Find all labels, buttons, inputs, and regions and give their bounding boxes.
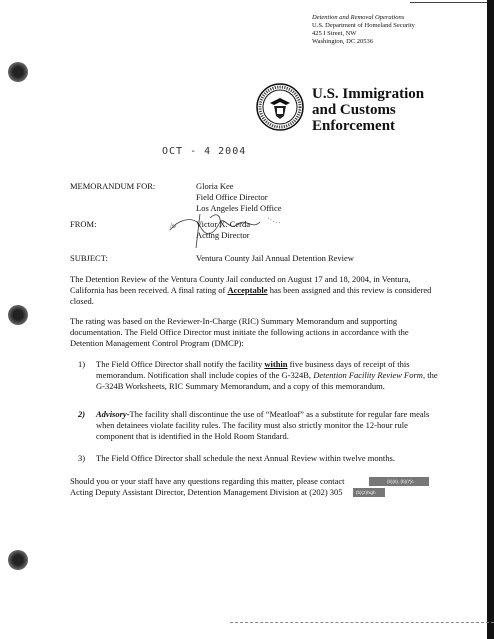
to-title: Field Office Director: [196, 192, 268, 202]
agency-name: [312, 86, 424, 134]
page-edge-top: [410, 2, 494, 3]
item1-text-c: five business days of receipt of this memorandum. Notification shall include copies of the G-324B,: [96, 359, 410, 380]
punch-hole-bottom: [8, 550, 28, 570]
scan-edge-right: [487, 0, 494, 639]
redaction-box-name: (b)(6), (b)(7)c: [369, 477, 429, 486]
item3-text: The Field Office Director shall schedule the next Annual Review within twelve months.: [96, 453, 395, 463]
to-label: MEMORANDUM FOR:: [70, 181, 156, 191]
agency-line-3: Enforcement: [312, 118, 396, 134]
item1-number: 1): [78, 359, 86, 369]
from-title: Acting Director: [196, 230, 250, 240]
office-line: Detention and Removal Operations: [312, 14, 405, 21]
from-label: FROM:: [70, 219, 97, 229]
subject-label: SUBJECT:: [70, 253, 108, 263]
paragraph-review-result: [70, 274, 440, 307]
to-name: Gloria Kee: [196, 181, 234, 191]
item2-number: 2): [78, 409, 86, 419]
item2-advisory: Advisory-: [96, 409, 130, 419]
item1-within: within: [264, 359, 288, 369]
closing-line-1: Should you or your staff have any questions regarding this matter, please contact: [70, 476, 345, 486]
street-line: 425 I Street, NW: [312, 30, 357, 37]
item1-text-a: The Field Office Director shall notify the facility: [96, 359, 265, 369]
date-stamp: OCT - 4 2004: [162, 146, 247, 157]
page-edge-bottom: [230, 622, 494, 624]
city-line: Washington, DC 20536: [312, 38, 374, 45]
item3-number: 3): [78, 453, 86, 463]
item1-text: [96, 359, 442, 392]
punch-hole-top: [8, 62, 28, 82]
from-block: [196, 219, 250, 241]
punch-hole-middle: [8, 305, 28, 325]
closing-line-2: Acting Deputy Assistant Director, Detention Management Division at (202) 305: [70, 487, 343, 497]
from-initials: /s/: [170, 222, 177, 230]
from-name: Victor X. Cerda: [196, 219, 251, 229]
paragraph-rating-basis: The rating was based on the Reviewer-In-Charge (RIC) Summary Memorandum and supporting documentation. The Field Office Director must initiate the following actions in accordance with the Detention Management Control Program (DMCP):: [70, 316, 409, 348]
item1-text-e: , the G-324B Worksheets, RIC Summary Memorandum, and a copy of this memorandum.: [96, 370, 438, 391]
to-office: Los Angeles Field Office: [196, 203, 282, 213]
redaction-box-phone: (b)(2)high: [353, 488, 385, 497]
department-line: U.S. Department of Homeland Security: [312, 22, 415, 29]
item2-body: The facility shall discontinue the use of “Meatloaf” as a substitute for regular fare meals when detainees violate facility rules. The facility must also strictly monitor the 12-hour rule component that is identified in the Hold Room Standard.: [96, 409, 430, 441]
letterhead-address: [312, 14, 415, 46]
para1-text-a: The Detention Review of the Ventura County Jail conducted on August 17 and 18, 2004, in Ventura, California has been received. A final rating of: [70, 274, 411, 295]
agency-line-1: U.S. Immigration: [312, 86, 425, 102]
item2-text: [96, 409, 442, 442]
agency-line-2: and Customs: [312, 102, 396, 118]
subject-text: Ventura County Jail Annual Detention Review: [196, 253, 354, 263]
para1-text-c: has been assigned and this review is considered closed.: [70, 285, 432, 306]
dhs-seal-icon: [256, 83, 304, 131]
rating-acceptable: Acceptable: [227, 285, 268, 295]
item1-form-title: Detention Facility Review Form: [313, 370, 423, 380]
